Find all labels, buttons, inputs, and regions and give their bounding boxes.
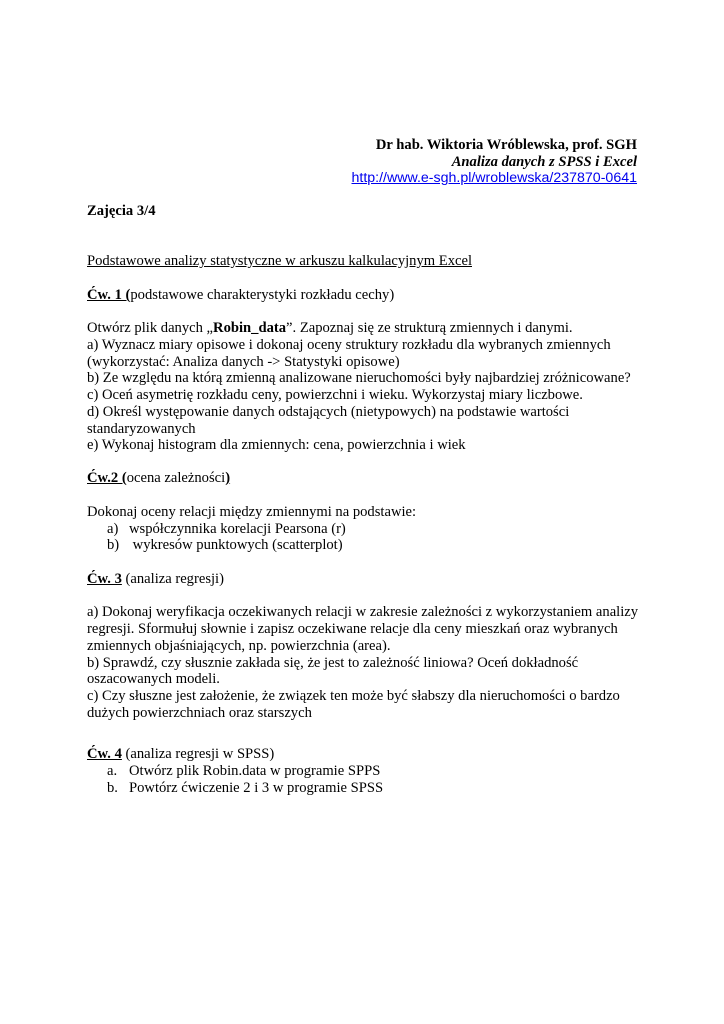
page-title: Zajęcia 3/4 xyxy=(87,203,156,219)
ex4-heading-rest: (analiza regresji w SPSS) xyxy=(121,746,275,762)
ex1-line-a: a) Wyznacz miary opisowe i dokonaj oceny struktury rozkładu dla wybranych zmiennych xyxy=(87,337,611,353)
ex2-heading xyxy=(87,470,230,487)
ex2-item-b-text: wykresów punktowych (scatterplot) xyxy=(129,537,343,553)
ex1-intro-filename: Robin_data xyxy=(213,320,287,336)
ex2-item-a xyxy=(107,521,346,538)
ex1-line-d-cont: standaryzowanych xyxy=(87,421,196,437)
ex1-line-a-note: (wykorzystać: Analiza danych -> Statystyki opisowe) xyxy=(87,354,400,370)
ex2-heading-end: ) xyxy=(225,470,231,486)
course-line: Analiza danych z SPSS i Excel xyxy=(451,154,637,170)
ex3-line-b: b) Sprawdź, czy słusznie zakłada się, że jest to zależność liniowa? Oceń dokładność xyxy=(87,655,579,671)
ex3-line-c: c) Czy słuszne jest założenie, że związek ten może być słabszy dla nieruchomości o bardzo xyxy=(87,688,620,704)
ex1-line-c: c) Oceń asymetrię rozkładu ceny, powierzchni i wieku. Wykorzystaj miary liczbowe. xyxy=(87,387,583,403)
ex1-intro-pre: Otwórz plik danych „ xyxy=(87,320,214,336)
ex3-heading xyxy=(87,571,224,588)
ex4-item-b-marker: b. xyxy=(107,780,118,796)
ex4-item-a xyxy=(107,763,380,780)
ex1-heading-rest: podstawowe charakterystyki rozkładu cechy) xyxy=(130,287,395,303)
author-url-link-wrap xyxy=(352,170,638,187)
ex4-item-a-text: Otwórz plik Robin.data w programie SPPS xyxy=(129,763,381,779)
ex2-item-b xyxy=(107,537,343,554)
ex4-item-a-marker: a. xyxy=(107,763,118,779)
ex2-item-a-marker: a) xyxy=(107,521,119,537)
author-line: Dr hab. Wiktoria Wróblewska, prof. SGH xyxy=(375,137,637,153)
ex1-intro xyxy=(87,320,573,337)
ex2-heading-mid: ocena zależności xyxy=(126,470,226,486)
ex1-heading-label: Ćw. 1 ( xyxy=(87,287,131,303)
ex2-intro: Dokonaj oceny relacji między zmiennymi na podstawie: xyxy=(87,504,417,520)
ex1-line-b: b) Ze względu na którą zmienną analizowane nieruchomości były najbardziej zróżnicowane? xyxy=(87,370,631,386)
ex3-line-b-cont: oszacowanych modeli. xyxy=(87,671,220,687)
ex2-heading-label: Ćw.2 ( xyxy=(87,470,127,486)
ex3-heading-label: Ćw. 3 xyxy=(87,571,122,587)
ex1-intro-post: ”. Zapoznaj się ze strukturą zmiennych i danymi. xyxy=(286,320,573,336)
ex1-line-e: e) Wykonaj histogram dla zmiennych: cena, powierzchnia i wiek xyxy=(87,437,466,453)
ex2-item-a-text: współczynnika korelacji Pearsona (r) xyxy=(129,521,346,537)
ex4-item-b-text: Powtórz ćwiczenie 2 i 3 w programie SPSS xyxy=(129,780,384,796)
ex3-line-c-cont: dużych powierzchniach oraz starszych xyxy=(87,705,312,721)
ex4-heading-label: Ćw. 4 xyxy=(87,746,122,762)
author-url-link[interactable]: http://www.e-sgh.pl/wroblewska/237870-0641 xyxy=(351,170,637,186)
ex4-heading xyxy=(87,746,274,763)
ex1-line-d: d) Określ występowanie danych odstających (nietypowych) na podstawie wartości xyxy=(87,404,570,420)
page-subtitle: Podstawowe analizy statystyczne w arkuszu kalkulacyjnym Excel xyxy=(87,253,472,269)
ex4-item-b xyxy=(107,780,383,797)
ex3-heading-rest: (analiza regresji) xyxy=(121,571,224,587)
ex3-line-a-cont1: regresji. Sformułuj słownie i zapisz oczekiwane relacje dla ceny mieszkań oraz wybranych xyxy=(87,621,618,637)
ex3-line-a-cont2: zmiennych objaśniających, np. powierzchnia (area). xyxy=(87,638,391,654)
ex3-line-a: a) Dokonaj weryfikacja oczekiwanych relacji w zakresie zależności z wykorzystaniem analizy xyxy=(87,604,639,620)
ex2-item-b-marker: b) xyxy=(107,537,120,553)
ex1-heading xyxy=(87,287,394,304)
